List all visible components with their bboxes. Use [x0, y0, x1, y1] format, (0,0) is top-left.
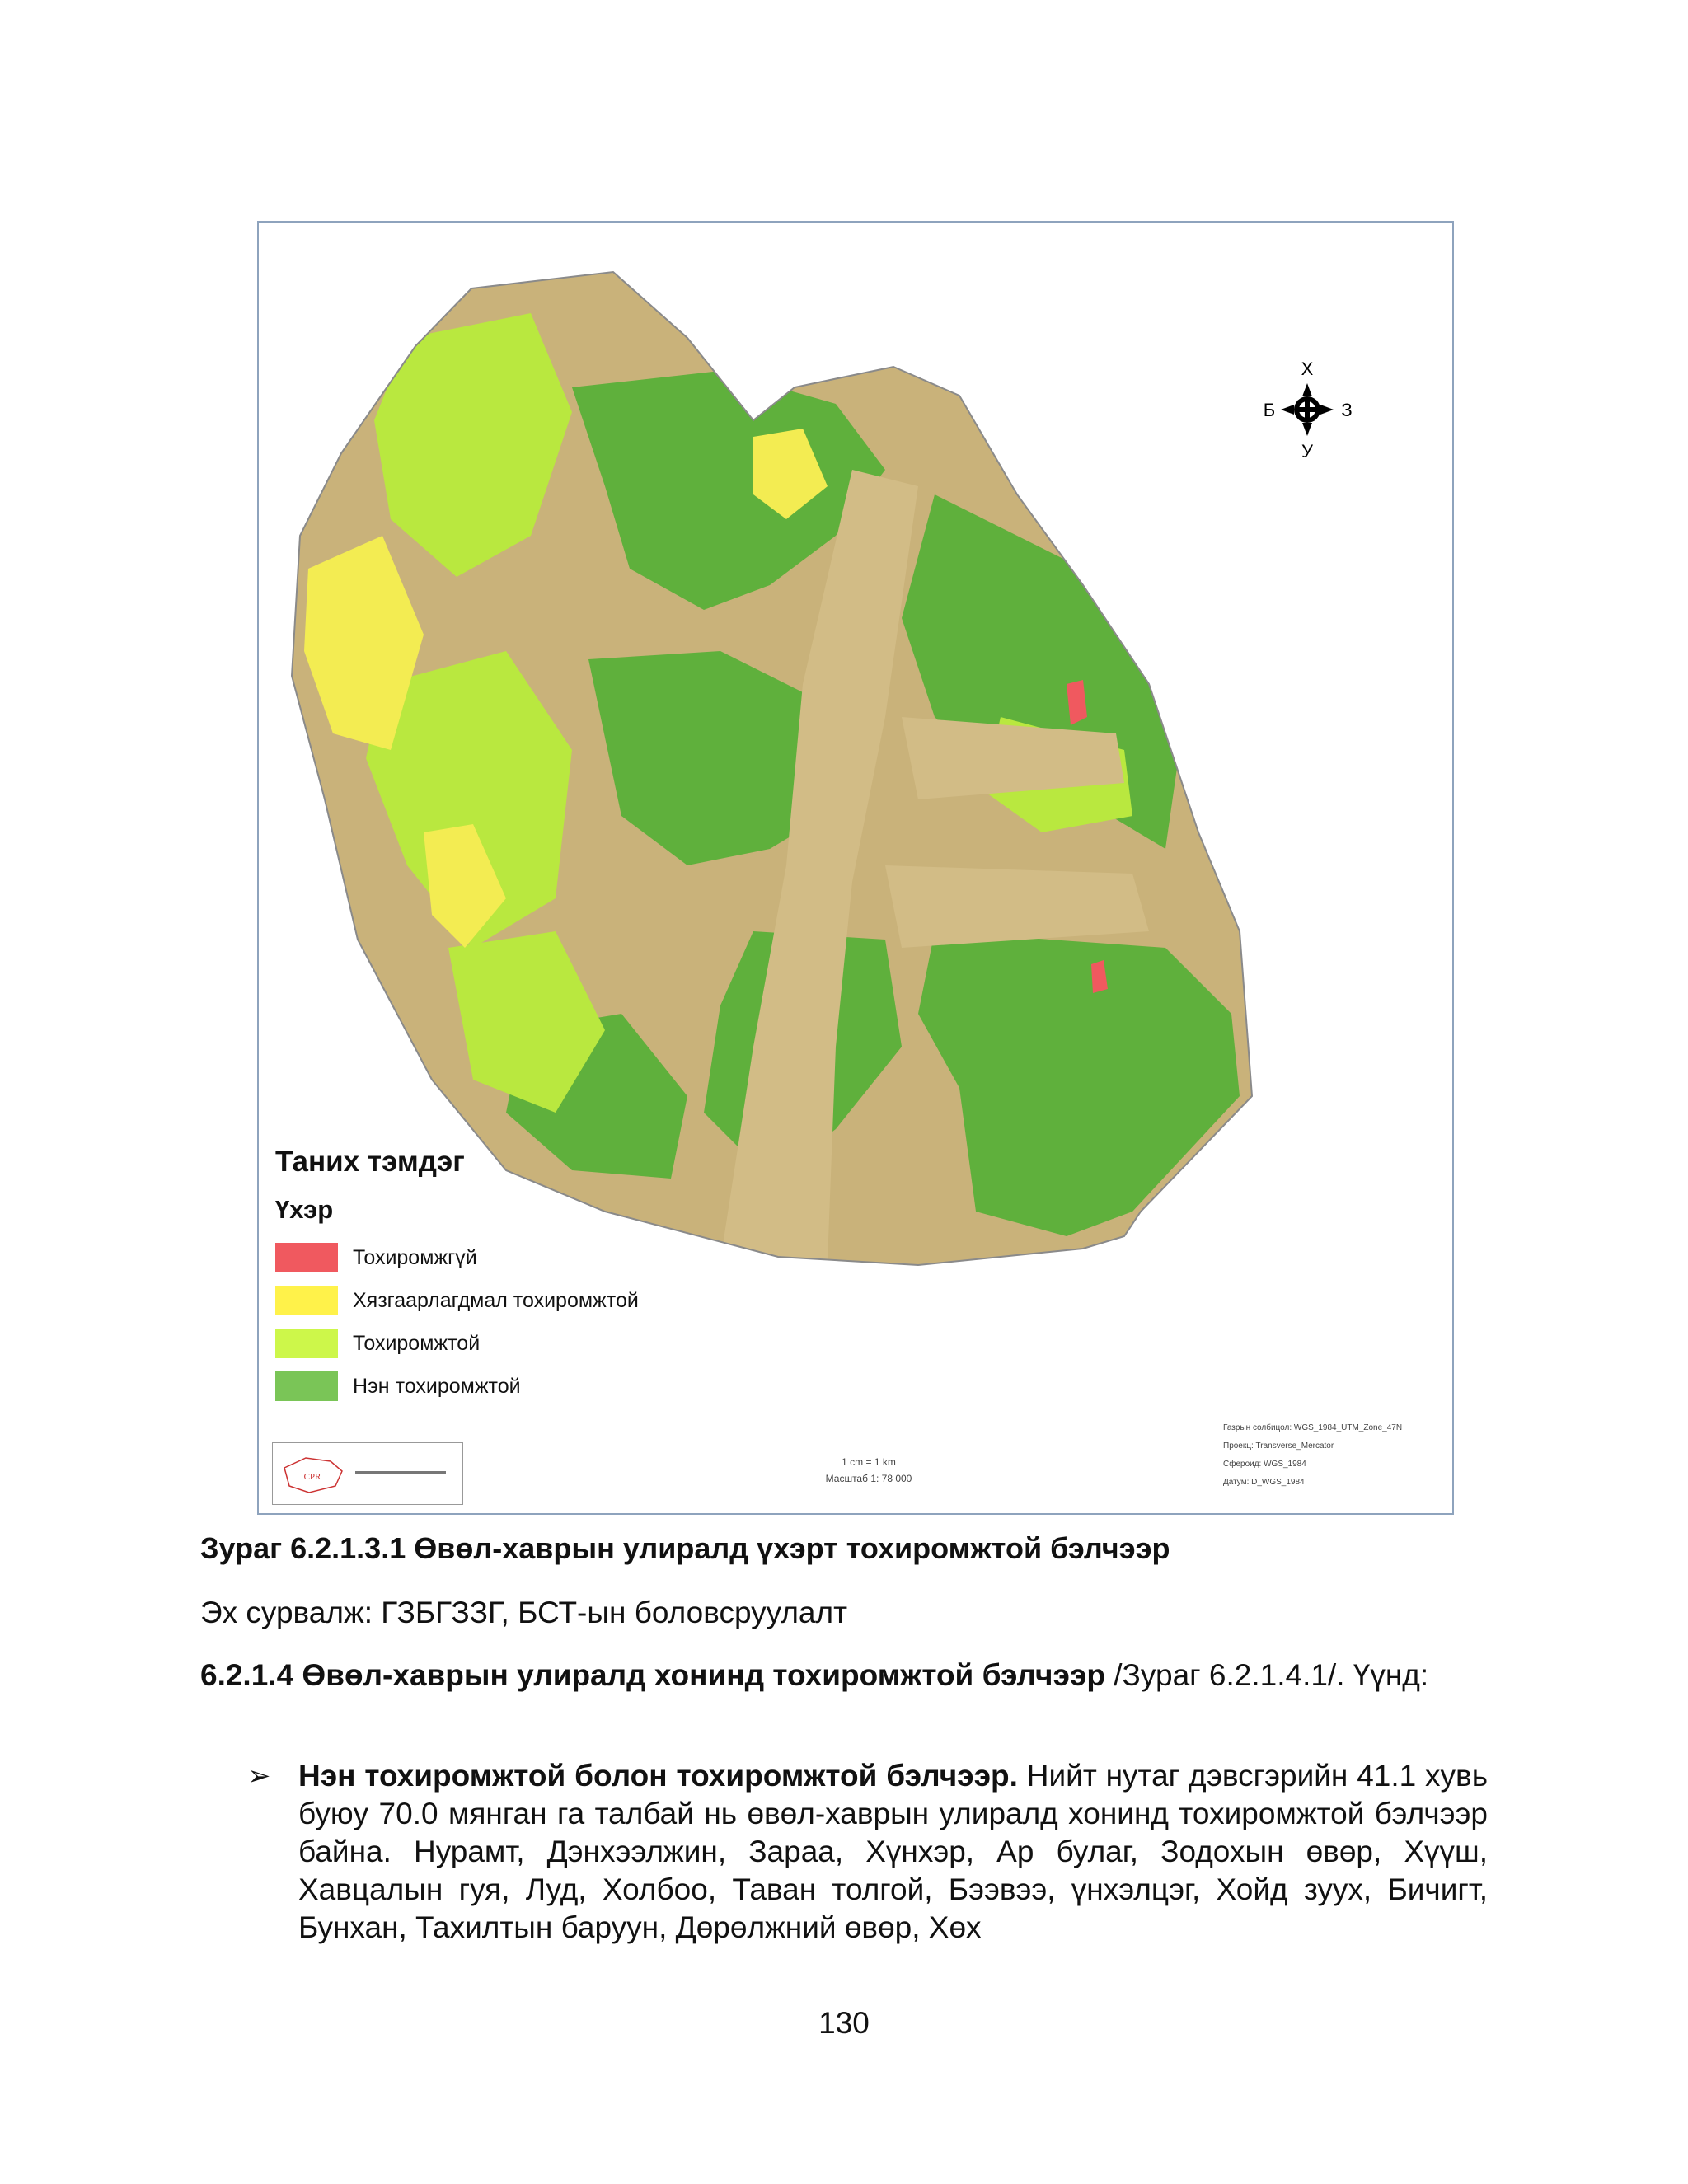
- scale-line-2: Масштаб 1: 78 000: [825, 1473, 912, 1484]
- projection-line-2: Проекц: Transverse_Mercator: [1223, 1441, 1334, 1451]
- projection-line-1: Газрын солбицол: WGS_1984_UTM_Zone_47N: [1223, 1423, 1403, 1432]
- bullet-lead: Нэн тохиромжтой болон тохиромжтой бэлчээр.: [298, 1759, 1018, 1793]
- bullet-body: Нийт нутаг дэвсгэрийн 41.1 хувь буюу 70.0 мянган га талбай нь өвөл-хаврын улиралд хонинд тохиромжтой бэлчээр байна. Нурамт, Дэнхээлжин, Зараа, Хүнхэр, Ар булаг, Зодохын өвөр, Хүүш, Хавцалын гуя, Луд, Холбоо, Таван толгой, Бээвээ, үнхэлцэг, Хойд зуух, Бичигт, Бунхан, Тахилтын баруун, Дөрөлжний өвөр, Хөх: [298, 1759, 1488, 1944]
- legend-item: [275, 1365, 704, 1408]
- compass-west: Б: [1263, 400, 1276, 420]
- scale-line-1: 1 cm = 1 km: [842, 1456, 896, 1468]
- legend-swatch: [275, 1243, 338, 1272]
- legend-item: [275, 1236, 704, 1279]
- section-heading: 6.2.1.4 Өвөл-хаврын улиралд хонинд тохиромжтой бэлчээр: [200, 1658, 1105, 1692]
- figure-caption: Зураг 6.2.1.3.1 Өвөл-хаврын улиралд үхэрт тохиромжтой бэлчээр: [200, 1531, 1170, 1565]
- legend-label: Хязгаарлагдмал тохиромжтой: [353, 1288, 639, 1312]
- logo-badge: CPR: [303, 1472, 321, 1482]
- figure-frame: [257, 221, 1454, 1515]
- legend-label: Тохиромжгүй: [353, 1245, 477, 1269]
- projection-line-4: Датум: D_WGS_1984: [1223, 1478, 1305, 1487]
- compass-south: У: [1301, 441, 1313, 462]
- section-paragraph: [200, 1657, 1488, 1694]
- legend-item: [275, 1279, 704, 1322]
- page-number: 130: [818, 2006, 870, 2040]
- arrow-bullet-icon: ➢: [247, 1760, 271, 1792]
- legend-subtitle: Үхэр: [275, 1195, 334, 1224]
- legend-swatch: [275, 1371, 338, 1401]
- section-reference: /Зураг 6.2.1.4.1/. Үүнд:: [1105, 1658, 1429, 1692]
- legend-label: Тохиромжтой: [353, 1331, 481, 1355]
- map-legend: [275, 1146, 704, 1408]
- figure-source: Эх сурвалж: ГЗБГЗЗГ, БСТ-ын боловсруулалт: [200, 1596, 848, 1629]
- compass-north: Х: [1301, 359, 1314, 379]
- legend-title: Таних тэмдэг: [275, 1146, 465, 1178]
- legend-label: Нэн тохиромжтой: [353, 1374, 521, 1398]
- projection-line-3: Сфероид: WGS_1984: [1223, 1460, 1306, 1469]
- legend-swatch: [275, 1329, 338, 1358]
- projection-info: [1223, 1419, 1402, 1492]
- organization-logo: [272, 1442, 463, 1505]
- legend-item: [275, 1322, 704, 1365]
- compass-icon: [1264, 359, 1353, 462]
- map-scale: [786, 1454, 951, 1487]
- compass-east: З: [1341, 400, 1353, 420]
- legend-swatch: [275, 1286, 338, 1315]
- bullet-text: [298, 1757, 1488, 1947]
